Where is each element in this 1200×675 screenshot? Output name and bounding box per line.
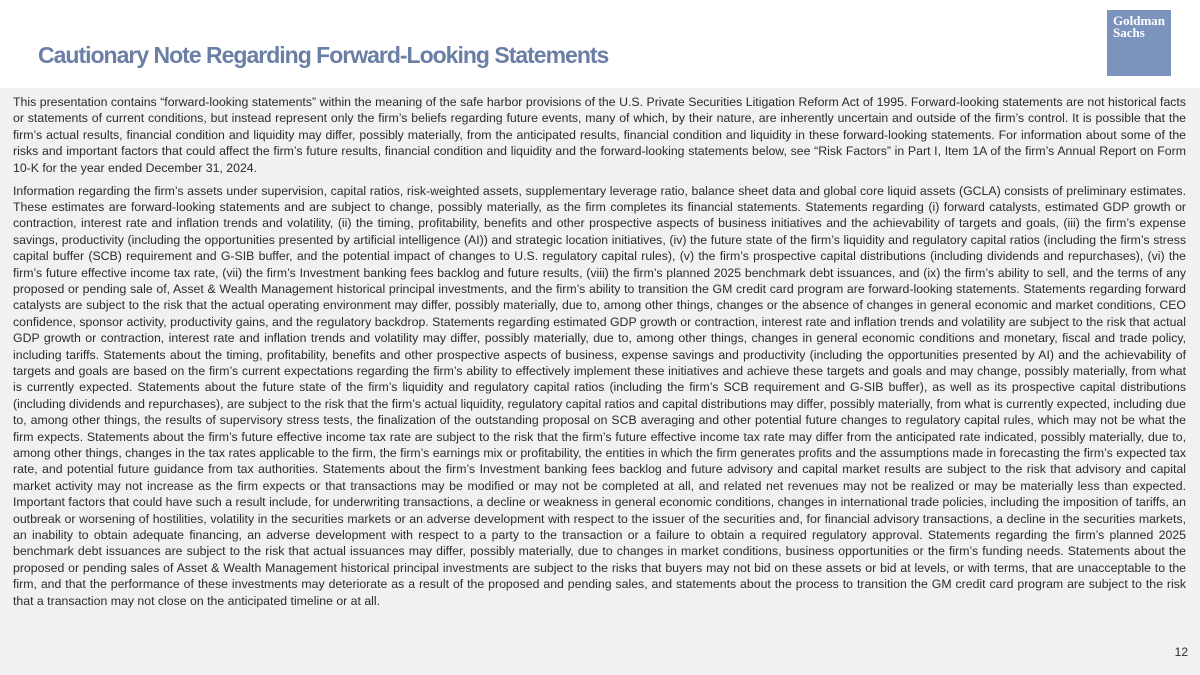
content-panel (0, 88, 1200, 675)
page-number: 12 (1174, 645, 1188, 659)
page-title: Cautionary Note Regarding Forward-Looking Statements (38, 42, 609, 68)
paragraph-safe-harbor: This presentation contains “forward-looking statements” within the meaning of the safe harbor provisions of the U.S. Private Securities Litigation Reform Act of 1995. Forward-looking statements are not historical facts or statements of current conditions, but instead represent only the firm’s beliefs regarding future events, many of which, by their nature, are inherently uncertain and outside of the firm’s control. It is possible that the firm’s actual results, financial condition and liquidity may differ, possibly materially, from the anticipated results, financial condition and liquidity in these forward-looking statements. For information about some of the risks and important factors that could affect the firm’s future results, financial condition and liquidity and the forward-looking statements below, see “Risk Factors” in Part I, Item 1A of the firm’s Annual Report on Form 10-K for the year ended December 31, 2024. (13, 95, 1186, 175)
paragraph-estimates: Information regarding the firm’s assets under supervision, capital ratios, risk-weighted assets, supplementary leverage ratio, balance sheet data and global core liquid assets (GCLA) consists of preliminary estimates. These estimates are forward-looking statements and are subject to change, possibly materially, as the firm completes its financial statements. Statements regarding (i) forward catalysts, estimated GDP growth or contraction, interest rate and inflation trends and volatility, (ii) the timing, profitability, benefits and other prospective aspects of business initiatives and the achievability of targets and goals, (iii) the firm’s expense savings, productivity (including the opportunities presented by artificial intelligence (AI)) and strategic location initiatives, (iv) the future state of the firm’s liquidity and regulatory capital ratios (including the firm’s stress capital buffer (SCB) requirement and G-SIB buffer, and the potential impact of changes to U.S. regulatory capital rules), (v) the firm’s prospective capital distributions (including dividends and repurchases), (vi) the firm’s future effective income tax rate, (vii) the firm’s Investment banking fees backlog and future results, (viii) the firm’s planned 2025 benchmark debt issuances, and (ix) the firm’s ability to sell, and the terms of any proposed or pending sale of, Asset & Wealth Management historical principal investments, and the firm’s ability to transition the GM credit card program are forward-looking statements. Statements regarding forward catalysts are subject to the risk that the actual operating environment may differ, possibly materially, due to, among other things, changes or the absence of changes in general economic and market conditions, CEO confidence, sponsor activity, productivity gains, and the regulatory backdrop. Statements regarding estimated GDP growth or contraction, interest rate and inflation trends and volatility are subject to the risk that actual GDP growth or contraction, interest rate and inflation trends and volatility may differ, possibly materially, due to, among other things, changes in general economic conditions and monetary, fiscal and trade policy, including tariffs. Statements about the timing, profitability, benefits and other prospective aspects of business, expense savings and productivity (including the opportunities presented by AI) and the achievability of targets and goals are based on the firm’s current expectations regarding the firm’s ability to effectively implement these initiatives and achieve these targets and goals and may change, possibly materially, from what is currently expected. Statements about the future state of the firm’s liquidity and regulatory capital ratios (including the firm’s SCB requirement and G-SIB buffer), as well as its prospective capital distributions (including dividends and repurchases), are subject to the risk that the firm’s actual liquidity, regulatory capital ratios and capital distributions may differ, possibly materially, from what is currently expected, including due to, among other things, the results of supervisory stress tests, the finalization of the outstanding proposal on SCB averaging and other potential future changes to regulatory capital rules, which may not be what the firm expects. Statements about the firm’s future effective income tax rate are subject to the risk that the firm’s future effective income tax rate may differ from the anticipated rate indicated, possibly materially, due to, among other things, changes in the tax rates applicable to the firm, the firm’s earnings mix or profitability, the entities in which the firm generates profits and the assumptions made in forecasting the firm’s expected tax rate, and potential future guidance from tax authorities. Statements about the firm’s Investment banking fees backlog and future advisory and capital market results are subject to the risk that advisory and capital market activity may not increase as the firm expects or that transactions may be modified or may not be completed at all, and related net revenues may not be realized or may be materially less than expected. Important factors that could have such a result include, for underwriting transactions, a decline or weakness in general economic conditions, changes in international trade policies, including the imposition of tariffs, an outbreak or worsening of hostilities, volatility in the securities markets or an adverse development with respect to the issuer of the securities and, for financial advisory transactions, a decline in the securities markets, an inability to obtain adequate financing, an adverse development with respect to a party to the transaction or a failure to obtain a required regulatory approval. Statements regarding the firm’s planned 2025 benchmark debt issuances are subject to the risk that actual issuances may differ, possibly materially, due to changes in market conditions, business opportunities or the firm’s funding needs. Statements about the proposed or pending sales of Asset & Wealth Management historical principal investments are subject to the risks that buyers may not bid on these assets or bid at levels, or with terms, that are unacceptable to the firm, and that the performance of these investments may deteriorate as a result of the proposed and pending sales, and statements about the process to transition the GM credit card program are subject to the risk that a transaction may not close on the anticipated timeline or at all. (13, 183, 1186, 608)
goldman-sachs-logo (1107, 10, 1171, 76)
disclaimer-text (13, 94, 1186, 616)
logo-text: Goldman Sachs (1113, 13, 1166, 40)
